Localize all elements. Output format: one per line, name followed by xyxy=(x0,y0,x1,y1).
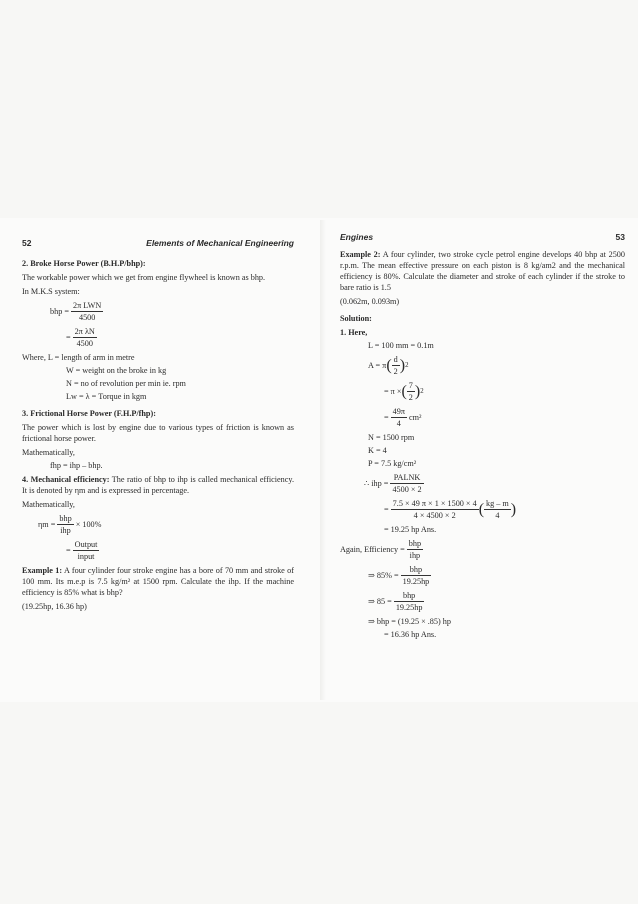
efficiency-step-2 xyxy=(340,590,625,613)
example-text: A four cylinder four stroke engine has a bore of 70 mm and stroke of 100 mm. Its m.e.p is 7.5 kg/m² at 1500 rpm. Calculate the ihp. If the machine efficiency is 85% what is bhp? xyxy=(22,566,294,597)
answer: = 16.36 hp Ans. xyxy=(384,630,437,639)
ihp-calculation xyxy=(340,498,625,521)
formula-lhs: ⇒ 85% = xyxy=(368,571,399,580)
numerator: bhp xyxy=(59,514,72,523)
area-formula-2 xyxy=(340,380,625,403)
fraction xyxy=(391,406,407,429)
running-title: Elements of Mechanical Engineering xyxy=(146,238,294,248)
formula-tail: × 100% xyxy=(75,520,102,529)
paren-close: ) xyxy=(399,356,406,374)
section-heading-fhp: 3. Frictional Horse Power (F.H.P/fhp): xyxy=(22,409,156,418)
denominator: 19.25hp xyxy=(402,577,430,586)
numerator: kg – m xyxy=(486,499,509,508)
denominator: 19.25hp xyxy=(395,603,423,612)
mech-efficiency-text: The ratio of bhp to ihp is called mechanical efficiency. It is denoted by ηm and is expressed in percentage. xyxy=(22,475,295,495)
bhp-formula xyxy=(22,300,294,323)
area-formula-3 xyxy=(340,406,625,429)
equals: = xyxy=(66,546,71,555)
equals: = xyxy=(66,333,71,342)
where-line: W = weight on the broke in kg xyxy=(66,366,167,375)
section-heading-bhp: 2. Broke Horse Power (B.H.P/bhp): xyxy=(22,259,146,268)
numerator: 2π λN xyxy=(74,327,95,336)
paren-close: ) xyxy=(510,500,517,518)
given-pressure: P = 7.5 kg/cm² xyxy=(368,459,417,468)
denominator: input xyxy=(77,552,95,561)
numerator: bhp xyxy=(394,590,425,602)
exponent: 2 xyxy=(405,362,409,369)
formula-lhs: ηm = xyxy=(38,520,56,529)
example-answer: (0.062m, 0.093m) xyxy=(340,297,400,306)
denominator: 4 xyxy=(396,419,401,428)
ihp-formula xyxy=(340,472,625,495)
unit: cm² xyxy=(409,413,422,422)
numerator: 49π xyxy=(392,407,405,416)
area-formula xyxy=(340,354,625,377)
right-page xyxy=(340,232,625,642)
denominator: 2 xyxy=(393,367,398,376)
right-page-header xyxy=(340,232,625,246)
where-line: Lw = λ = Torque in kgm xyxy=(66,392,147,401)
where-line: N = no of revolution per min ie. rpm xyxy=(66,379,186,388)
numerator: 2π LWN xyxy=(73,301,102,310)
left-page-header xyxy=(22,238,294,252)
example-answer: (19.25hp, 16.36 hp) xyxy=(22,602,87,611)
formula-lhs: Again, Efficiency = xyxy=(340,545,405,554)
denominator: 4 × 4500 × 2 xyxy=(413,511,456,520)
bhp-formula-2 xyxy=(22,326,294,349)
formula-lhs: A = π xyxy=(368,361,387,370)
formula-lhs: ⇒ 85 = xyxy=(368,597,392,606)
fraction xyxy=(390,472,423,495)
formula-lhs: = π × xyxy=(384,387,402,396)
efficiency-formula xyxy=(22,513,294,536)
step-heading: 1. Here, xyxy=(340,328,368,337)
fraction xyxy=(73,326,97,349)
denominator: 4500 xyxy=(76,339,93,348)
fraction xyxy=(57,513,73,536)
efficiency-step-1 xyxy=(340,564,625,587)
example-1 xyxy=(22,565,294,598)
fraction xyxy=(401,564,432,587)
fraction xyxy=(391,498,479,521)
fraction xyxy=(71,300,103,323)
exponent: 2 xyxy=(420,388,424,395)
fhp-equation: fhp = ihp – bhp. xyxy=(50,461,103,470)
where-line: Where, L = length of arm in metre xyxy=(22,353,135,362)
example-2 xyxy=(340,249,625,293)
paren-close: ) xyxy=(414,382,421,400)
paren-open: ( xyxy=(478,500,485,518)
formula-lhs: ∴ ihp = xyxy=(364,479,389,488)
denominator: 4500 xyxy=(78,313,96,322)
unit-fraction xyxy=(484,498,511,521)
math-label: Mathematically, xyxy=(22,448,75,457)
page-gutter-shadow xyxy=(320,220,326,700)
left-page xyxy=(22,238,294,614)
given-length: L = 100 mm = 0.1m xyxy=(368,341,434,350)
efficiency-step-3: ⇒ bhp = (19.25 × .85) hp xyxy=(368,617,451,626)
fraction xyxy=(407,538,423,561)
fraction xyxy=(392,354,400,377)
given-k: K = 4 xyxy=(368,446,387,455)
equals: = xyxy=(384,413,389,422)
example-label: Example 2: xyxy=(340,250,381,259)
denominator: 4 xyxy=(495,511,500,520)
given-rpm: N = 1500 rpm xyxy=(368,433,415,442)
denominator: ihp xyxy=(409,551,421,560)
example-text: A four cylinder, two stroke cycle petrol engine develops 40 bhp at 2500 r.p.m. The mean effective pressure on each piston is 8 kg/am2 and the mechanical efficiency is 80%. Calculate the diameter and stroke of each cylinder if the stroke to bare ratio is 1.5 xyxy=(340,250,625,292)
solution-heading: Solution: xyxy=(340,314,372,323)
running-title: Engines xyxy=(340,232,374,242)
paren-open: ( xyxy=(401,382,407,400)
mech-efficiency-heading: 4. Mechanical efficiency: xyxy=(22,475,110,484)
equals: = xyxy=(384,505,389,514)
denominator: ihp xyxy=(60,526,71,535)
page-number: 53 xyxy=(615,232,625,242)
paragraph-mech-efficiency xyxy=(22,474,294,496)
denominator: 4500 × 2 xyxy=(392,485,422,494)
paragraph-fhp: The power which is lost by engine due to various types of friction is known as frictional horse power. xyxy=(22,423,294,443)
numerator: Output xyxy=(74,540,98,549)
formula-lhs: bhp = xyxy=(50,307,69,316)
fraction xyxy=(394,590,425,613)
efficiency-formula-2 xyxy=(22,539,294,562)
efficiency-formula xyxy=(340,538,625,561)
mks-label: In M.K.S system: xyxy=(22,287,80,296)
answer: = 19.25 hp Ans. xyxy=(384,525,437,534)
numerator: bhp xyxy=(401,564,432,576)
paren-open: ( xyxy=(386,356,392,374)
math-label: Mathematically, xyxy=(22,500,75,509)
denominator: 2 xyxy=(408,393,413,402)
page-number: 52 xyxy=(22,238,32,248)
numerator: bhp xyxy=(408,539,422,548)
numerator: 7.5 × 49 π × 1 × 1500 × 4 xyxy=(392,499,477,508)
numerator: 7 xyxy=(408,381,413,390)
numerator: d xyxy=(393,355,398,364)
fraction xyxy=(407,380,415,403)
numerator: PALNK xyxy=(390,472,423,484)
paragraph-bhp: The workable power which we get from engine flywheel is known as bhp. xyxy=(22,273,266,282)
example-label: Example 1: xyxy=(22,566,63,575)
fraction xyxy=(73,539,100,562)
